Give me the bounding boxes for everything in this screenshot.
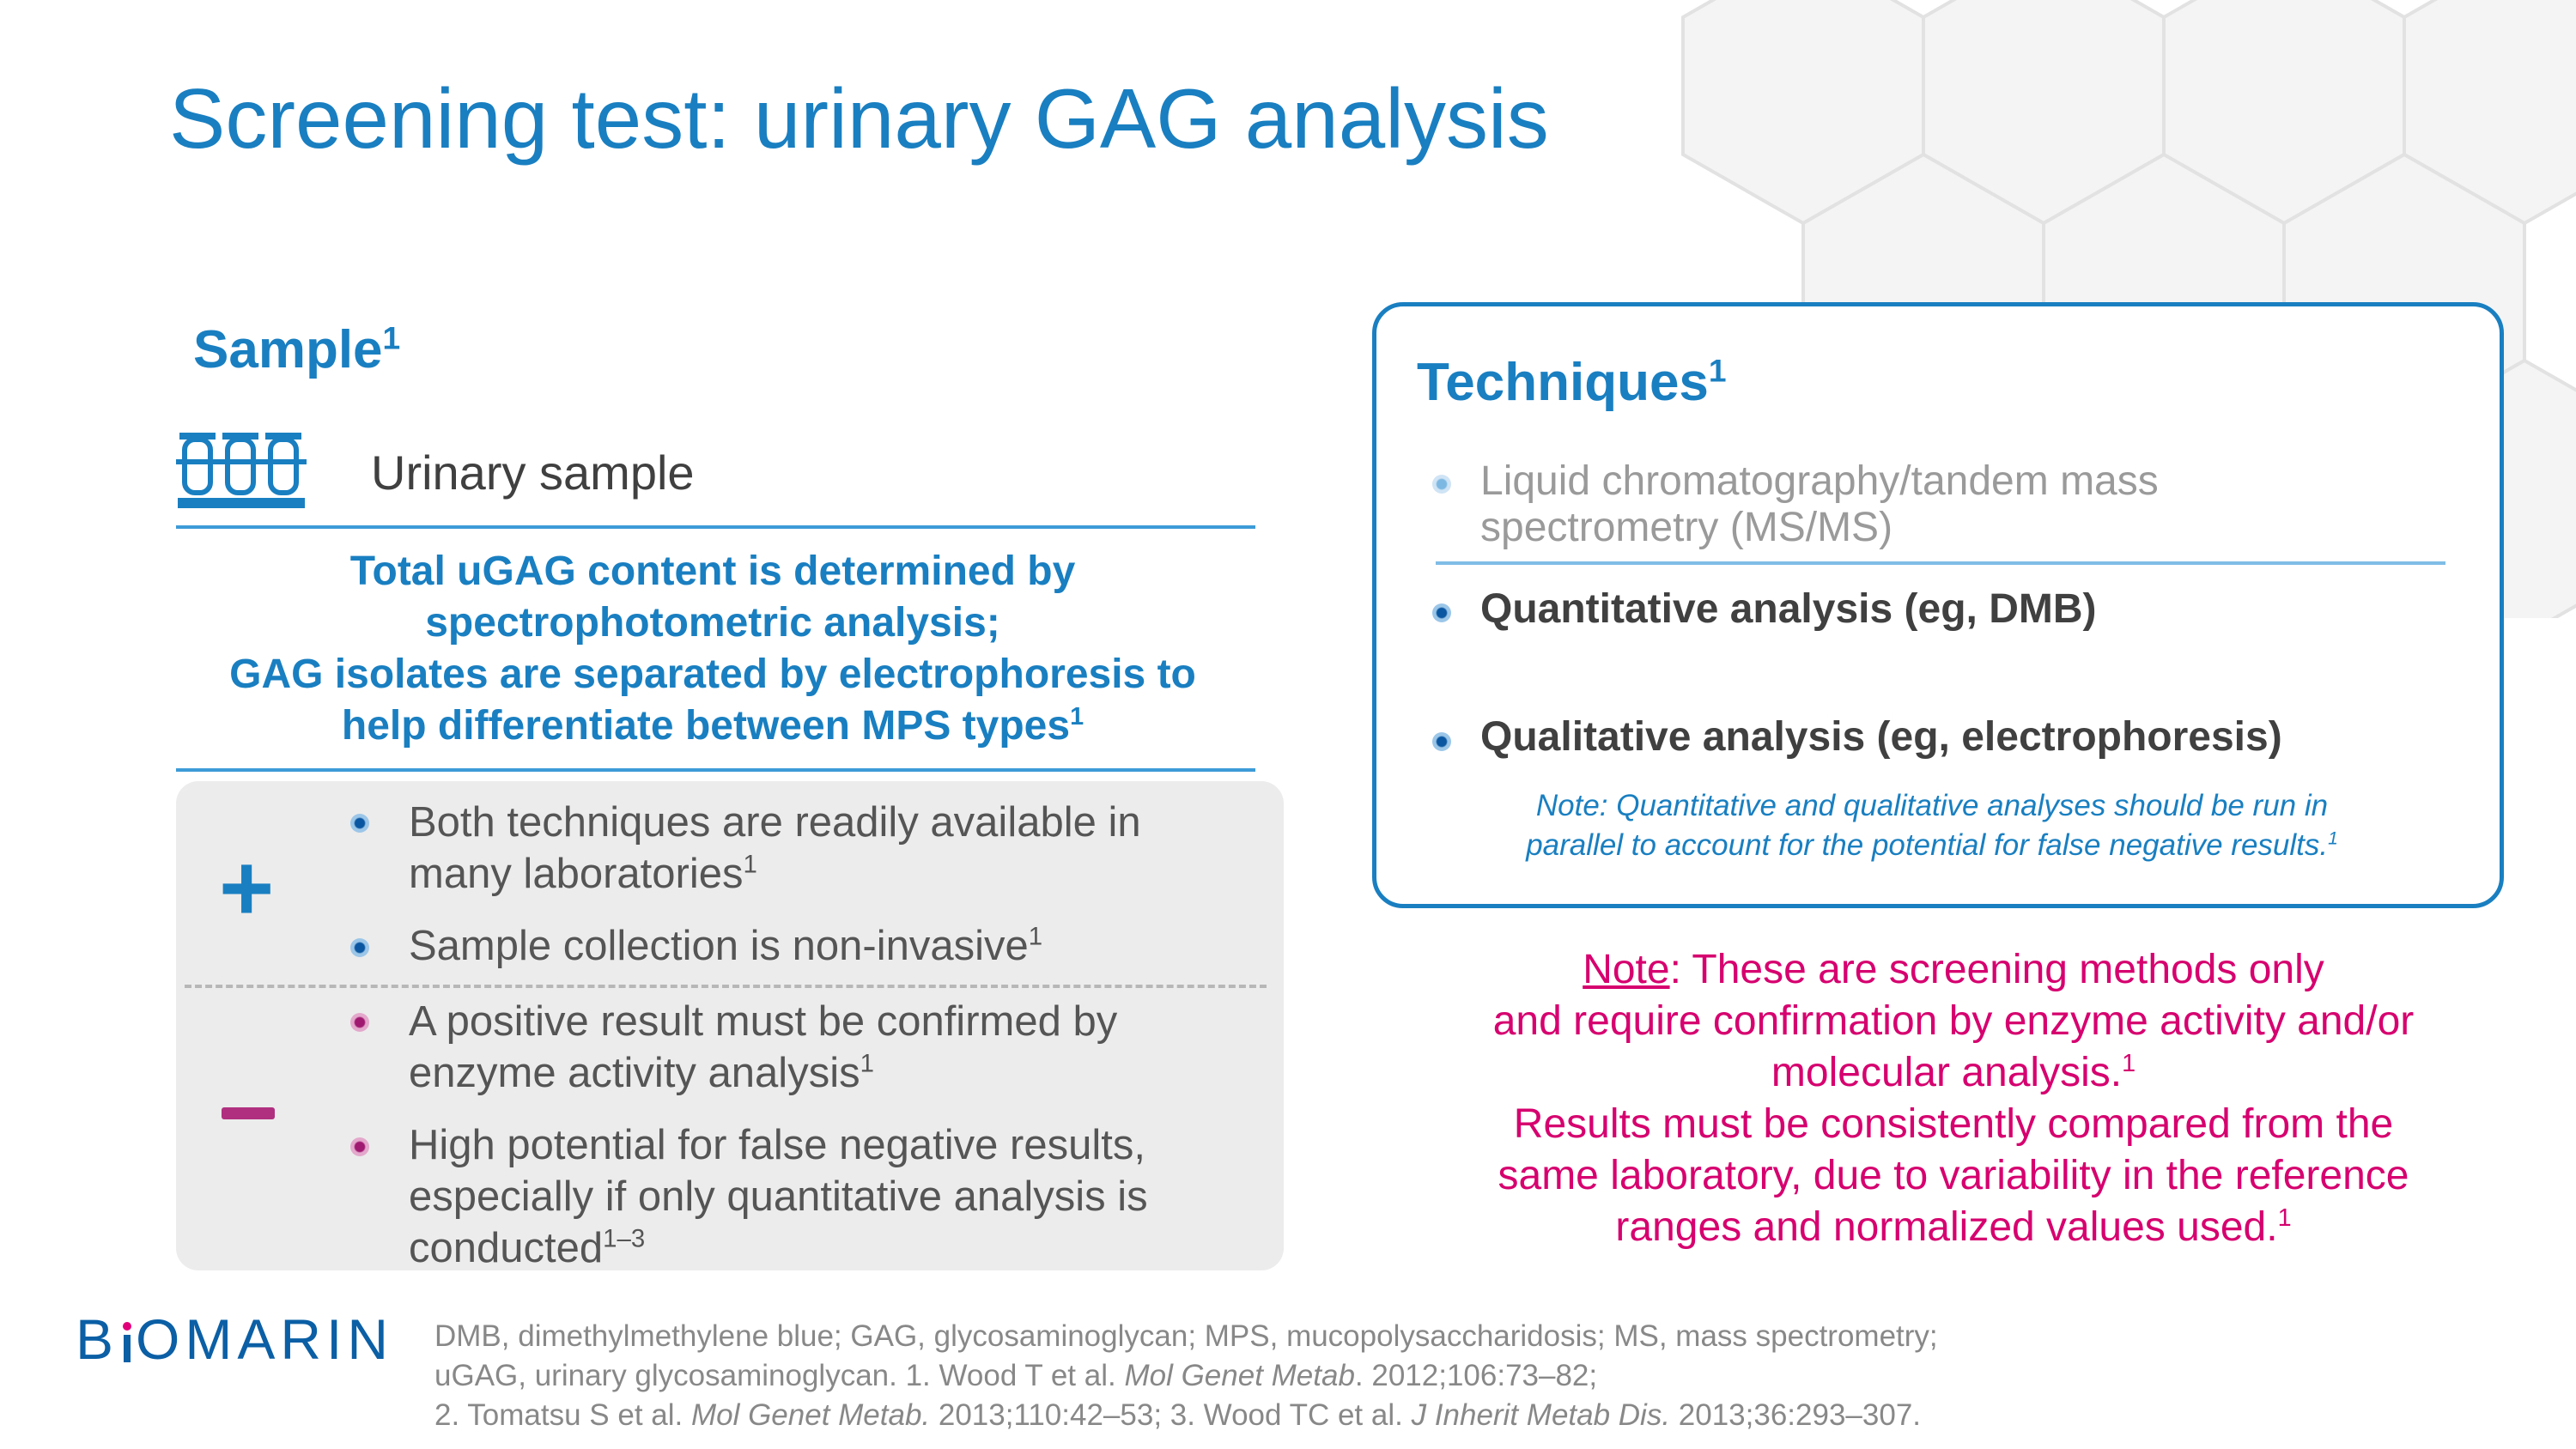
technique-item: Liquid chromatography/tandem mass spectrometry (MS/MS) [1480,458,2159,550]
bullet-icon [350,938,369,957]
technique-item: Qualitative analysis (eg, electrophoresis) [1480,714,2282,760]
test-tubes-icon [176,429,307,512]
divider-line [176,525,1255,529]
pro-item: Sample collection is non-invasive$^1$ [409,922,1043,969]
techniques-heading: Techniques$^1$ [1417,352,1727,412]
bullet-icon [1432,475,1451,494]
con-item: A positive result must be confirmed by enzyme activity analysis$^1$ [409,998,1118,1096]
minus-icon [222,1107,275,1119]
footnote-references: DMB, dimethylmethylene blue; GAG, glycosaminoglycan; MPS, mucopolysaccharidosis; MS, mass spectrometry; uGAG, urinary glycosaminoglycan. 1. Wood T et al. Mol Genet Metab. 2012;106:73–82; 2. Tomatsu S et al. Mol Genet Metab. 2013;110:42–53; 3. Wood TC et al. J Inherit Metab Dis. 2013;36:293–307. [434,1319,1938,1432]
sample-heading: Sample$^1$ [193,319,401,379]
con-item: High potential for false negative results, especially if only quantitative analysis is conducted$^{1-3}$ [409,1122,1148,1271]
pro-item: Both techniques are readily available in many laboratories$^1$ [409,799,1141,897]
sample-summary: Total uGAG content is determined by spectrophotometric analysis; GAG isolates are separated by electrophoresis to help differentiate between MPS types$^1$ [229,549,1196,749]
bullet-icon [1432,603,1451,622]
plus-icon: + [219,835,275,941]
bullet-icon [350,1013,369,1032]
divider-line [1436,561,2445,565]
divider-line [176,768,1255,772]
screening-note: Note: These are screening methods only and require confirmation by enzyme activity and/or molecular analysis.$^1$ Results must be consistently compared from the same laboratory, due to variability in the reference ranges and normalized values used.$^1$ [1492,947,2415,1250]
bullet-icon [350,1137,369,1156]
bullet-icon [350,814,369,833]
techniques-note: Note: Quantitative and qualitative analyses should be run in parallel to account for the potential for false negative results.$^1$ [1526,789,2338,862]
bullet-icon [1432,732,1451,751]
page-title: Screening test: urinary GAG analysis [169,71,1549,166]
technique-item: Quantitative analysis (eg, DMB) [1480,586,2097,632]
urinary-sample-label: Urinary sample [371,446,695,500]
dashed-divider [185,985,1267,988]
logo-dot-icon [122,1321,132,1362]
biomarin-logo: B OMARIN [76,1307,394,1371]
